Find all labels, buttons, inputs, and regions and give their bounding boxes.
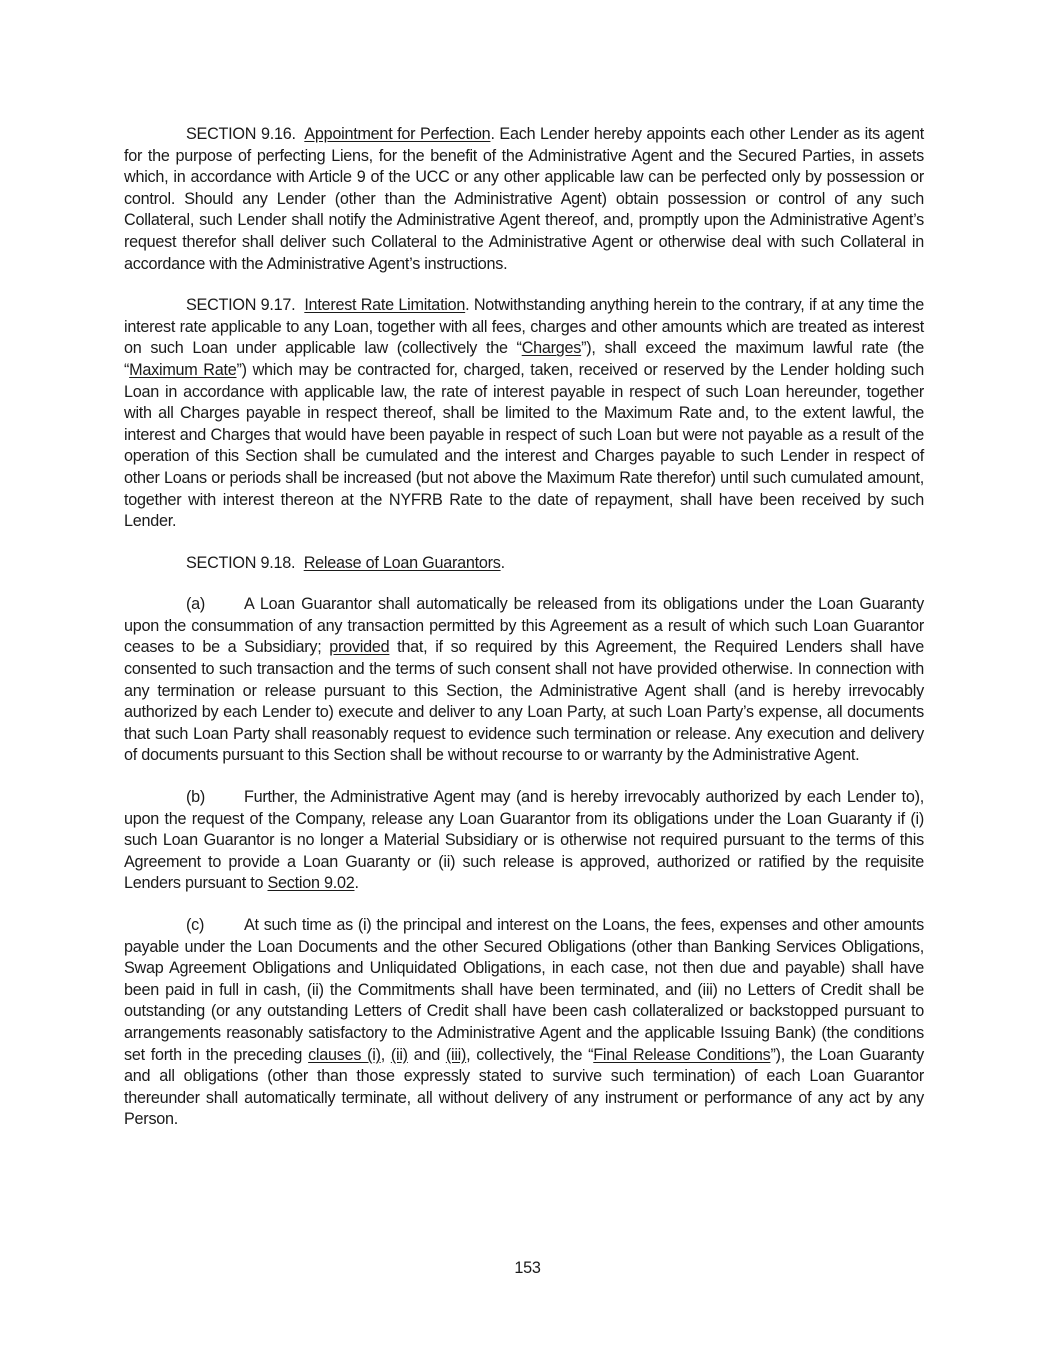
section-title-period: .: [500, 553, 505, 572]
section-9-18-heading: [124, 553, 924, 575]
section-title: Interest Rate Limitation: [304, 296, 466, 315]
clause-c: [124, 915, 924, 1131]
section-number: SECTION 9.18.: [186, 553, 296, 572]
defined-term-final-release-conditions: Final Release Conditions: [593, 1045, 771, 1064]
section-reference: Section 9.02: [267, 874, 355, 893]
section-title: Appointment for Perfection: [304, 125, 491, 143]
section-9-16: [124, 124, 924, 275]
clause-body: that, if so required by this Agreement, the Required Lenders shall have consented to such transaction and the terms of such consent shall not have provided otherwise. In connection with any termination or release pursuant to this Section, the Administrative Agent shall (and is hereby irrevocably authorized by each Lender to) execute and deliver to any Loan Party, at such Loan Party’s expense, all documents that such Loan Party shall reasonably request to evidence such termination or release. Any execution and delivery of documents pursuant to this Section shall be without recourse to or warranty by the Administrative Agent.: [124, 638, 924, 765]
clause-reference: (iii): [445, 1045, 467, 1064]
section-number: SECTION 9.16.: [186, 125, 296, 143]
defined-term-maximum-rate: Maximum Rate: [129, 360, 237, 379]
document-page: [124, 124, 924, 1151]
clause-body: , collectively, the “: [466, 1045, 594, 1064]
section-title: Release of Loan Guarantors: [303, 553, 501, 572]
clause-b: [124, 787, 924, 895]
provided-term: provided: [329, 638, 390, 657]
clause-body: At such time as (i) the principal and interest on the Loans, the fees, expenses and other amounts payable under the Loan Documents and the other Secured Obligations (other than Banking Services Obligations, Swap Agreement Obligations and Unliquidated Obligations, in each case, not then due and payable) shall have been paid in full in cash, (ii) the Commitments shall have been terminated, and (iii) no Letters of Credit shall be outstanding (or any outstanding Letters of Credit shall have been cash collateralized or backstopped pursuant to arrangements reasonably satisfactory to the Administrative Agent and the applicable Issuing Bank) (the conditions set forth in the preceding: [124, 916, 924, 1064]
defined-term-charges: Charges: [521, 339, 582, 358]
section-number: SECTION 9.17.: [186, 296, 296, 315]
section-body: . Each Lender hereby appoints each other Lender as its agent for the purpose of perfecting Liens, for the benefit of the Administrative Agent and the Secured Parties, in assets which, in accordance with Article 9 of the UCC or any other applicable law can be perfected only by possession or control. Should any Lender (other than the Administrative Agent) obtain possession or control of any such Collateral, such Lender shall notify the Administrative Agent thereof, and, promptly upon the Administrative Agent’s request therefor shall deliver such Collateral to the Administrative Agent or otherwise deal with such Collateral in accordance with the Administrative Agent’s instructions.: [124, 125, 924, 273]
clause-body: .: [354, 874, 359, 893]
clause-label: (c): [186, 916, 205, 934]
clause-body: Further, the Administrative Agent may (and is hereby irrevocably authorized by each Lender to), upon the request of the Company, release any Loan Guarantor from its obligations under the Loan Guaranty if (i) such Loan Guarantor is no longer a Material Subsidiary or is otherwise not required pursuant to the terms of this Agreement to provide a Loan Guaranty or (ii) such release is approved, authorized or ratified by the requisite Lenders pursuant to: [124, 788, 924, 893]
section-body: . Notwithstanding anything herein to the contrary, if at any time the interest rate applicable to any Loan, together with all fees, charges and other amounts which are treated as interest on such Loan under applicable law (collectively the “: [124, 296, 925, 358]
clause-reference: clauses (i): [308, 1045, 381, 1064]
clause-separator: and: [407, 1045, 446, 1064]
clause-a: [124, 594, 924, 767]
section-body: ”) which may be contracted for, charged, taken, received or reserved by the Lender holding such Loan in accordance with applicable law, the rate of interest payable in respect of such Loan hereunder, together with all Charges payable in respect thereof, shall be limited to the Maximum Rate and, to the extent lawful, the interest and Charges that would have been payable in respect of such Loan but were not payable as a result of the operation of this Section shall be cumulated and the interest and Charges payable to such Lender in respect of other Loans or periods shall be increased (but not above the Maximum Rate therefor) until such cumulated amount, together with interest thereon at the NYFRB Rate to the date of repayment, shall have been received by such Lender.: [124, 360, 924, 531]
section-9-17: [124, 295, 924, 533]
clause-reference: (ii): [390, 1045, 408, 1064]
clause-body: A Loan Guarantor shall automatically be released from its obligations under the Loan Guaranty upon the consummation of any transaction permitted by this Agreement as a result of which such Loan Guarantor ceases to be a Subsidiary;: [124, 595, 924, 657]
clause-body: ”), the Loan Guaranty and all obligations (other than those expressly stated to survive such termination) of each Loan Guarantor thereunder shall automatically terminate, all without delivery of any instrument or performance of any act by any Person.: [124, 1045, 924, 1129]
page-number: 153: [514, 1259, 541, 1277]
clause-label: (a): [186, 595, 206, 614]
section-body: ”), shall exceed the maximum lawful rate (the “: [124, 339, 925, 379]
clause-label: (b): [186, 788, 206, 807]
clause-separator: ,: [380, 1045, 391, 1064]
